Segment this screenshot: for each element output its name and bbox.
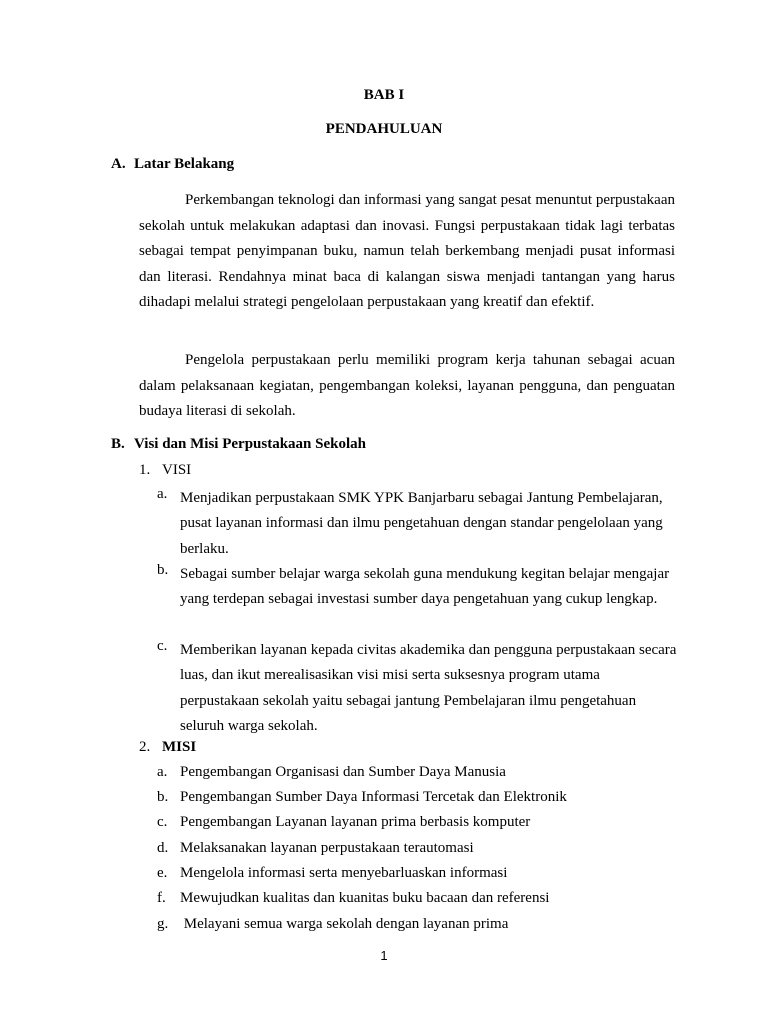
background-paragraph-2: Pengelola perpustakaan perlu memiliki program kerja tahunan sebagai acuan dalam pelaksanaan kegiatan, pengembangan koleksi, layanan pengguna, dan penguatan budaya literasi di sekolah. <box>139 352 675 419</box>
misi-item-a-marker: a. <box>157 764 168 780</box>
misi-item-g-marker: g. <box>157 916 169 932</box>
section-b-marker: B. <box>111 436 125 452</box>
visi-item-b-text: Sebagai sumber belajar warga sekolah guna mendukung kegitan belajar mengajar yang terdepan sebagai investasi sumber daya pengetahuan yang cukup lengkap. <box>180 566 670 608</box>
background-paragraph-1: Perkembangan teknologi dan informasi yang sangat pesat menuntut perpustakaan sekolah untuk melakukan adaptasi dan inovasi. Fungsi perpustakaan tidak lagi terbatas sebagai tempat penyimpanan buku, namun telah berkembang menjadi pusat informasi dan literasi. Rendahnya minat baca di kalangan siswa menjadi tantangan yang harus dihadapi melalui strategi pengelolaan perpustakaan yang kreatif dan efektif. <box>139 192 675 310</box>
section-b-heading: Visi dan Misi Perpustakaan Sekolah <box>134 436 366 452</box>
misi-item-g-text: Melayani semua warga sekolah dengan layanan prima <box>180 916 509 932</box>
misi-item-a-text: Pengembangan Organisasi dan Sumber Daya Manusia <box>180 764 506 780</box>
visi-item-b-marker: b. <box>157 562 169 578</box>
misi-item-d-text: Melaksanakan layanan perpustakaan terautomasi <box>180 840 474 856</box>
misi-item-e-marker: e. <box>157 865 168 881</box>
misi-item-f-marker: f. <box>157 890 166 906</box>
misi-label: MISI <box>162 739 197 755</box>
chapter-label: BAB I <box>363 87 405 103</box>
misi-item-f-text: Mewujudkan kualitas dan kuanitas buku bacaan dan referensi <box>180 890 550 906</box>
section-a-heading: Latar Belakang <box>134 156 235 172</box>
misi-item-c-text: Pengembangan Layanan layanan prima berbasis komputer <box>180 814 531 830</box>
page-number: 1 <box>380 948 388 963</box>
misi-item-d-marker: d. <box>157 840 169 856</box>
misi-marker: 2. <box>139 739 151 755</box>
chapter-title: PENDAHULUAN <box>325 121 443 137</box>
visi-label: VISI <box>162 462 192 478</box>
misi-item-e-text: Mengelola informasi serta menyebarluaskan informasi <box>180 865 508 881</box>
visi-item-c-marker: c. <box>157 638 168 654</box>
visi-item-a-text: Menjadikan perpustakaan SMK YPK Banjarbaru sebagai Jantung Pembelajaran, pusat layanan informasi dan ilmu pengetahuan dengan standar pengelolaan yang berlaku. <box>180 490 663 557</box>
section-a-marker: A. <box>111 156 126 172</box>
visi-item-c-text: Memberikan layanan kepada civitas akademika dan pengguna perpustakaan secara luas, dan ikut merealisasikan visi misi serta suksesnya program utama perpustakaan sekolah yaitu sebagai jantung Pembelajaran ilmu pengetahuan seluruh warga sekolah. <box>180 642 677 734</box>
misi-item-c-marker: c. <box>157 814 168 830</box>
visi-marker: 1. <box>139 462 151 478</box>
visi-item-a-marker: a. <box>157 486 168 502</box>
misi-item-b-marker: b. <box>157 789 169 805</box>
misi-item-b-text: Pengembangan Sumber Daya Informasi Tercetak dan Elektronik <box>180 789 567 805</box>
